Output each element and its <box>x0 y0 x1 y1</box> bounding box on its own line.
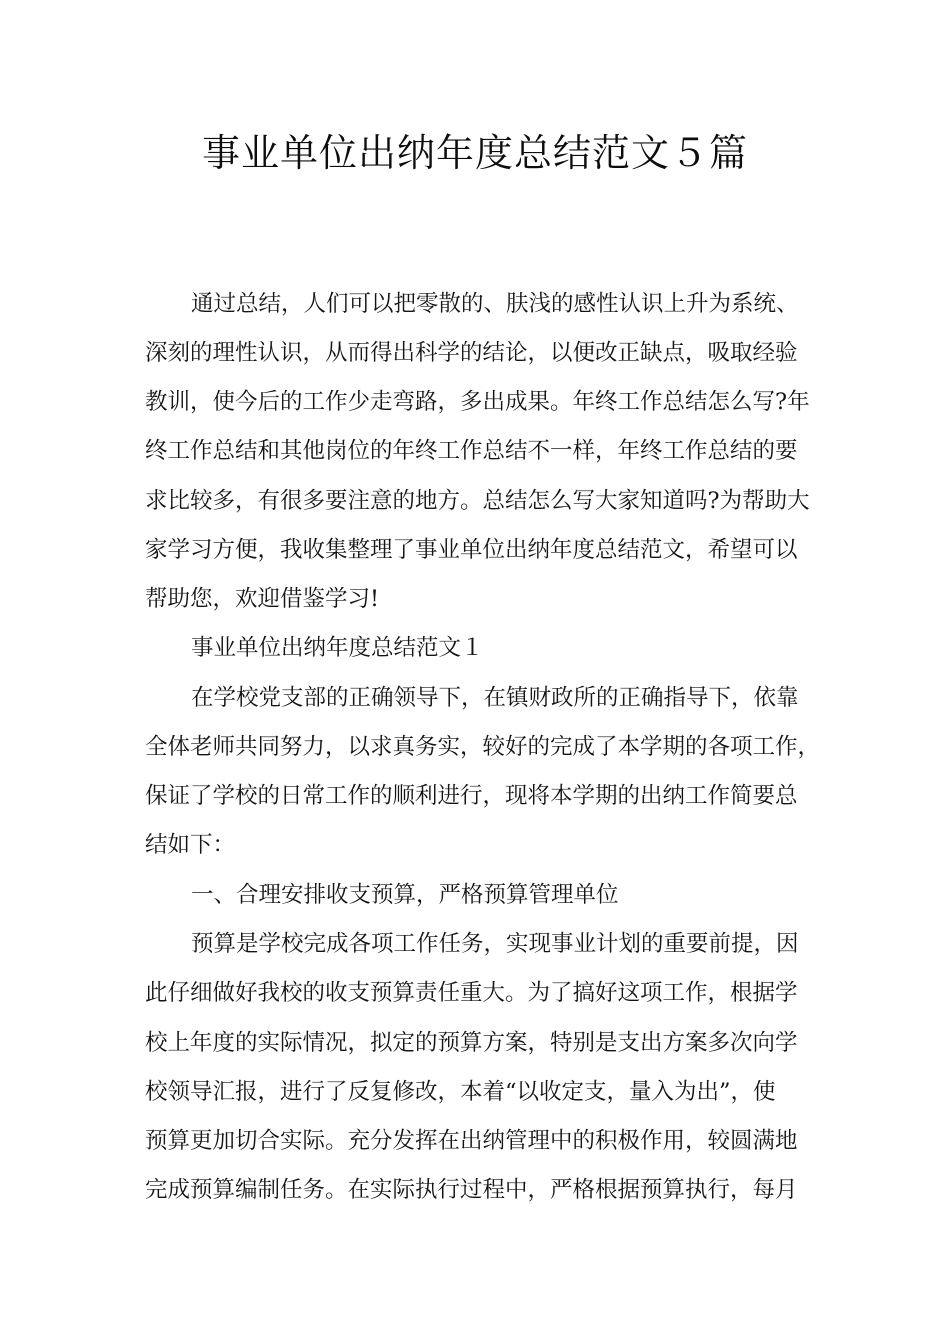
paragraph-line: 深刻的理性认识，从而得出科学的结论，以便改正缺点，吸取经验 <box>145 340 798 366</box>
paragraph-line: 校领导汇报，进行了反复修改，本着“以收定支，量入为出”，使 <box>145 1079 776 1105</box>
document-title: 事业单位出纳年度总结范文５篇 <box>201 131 748 175</box>
paragraph-line: 家学习方便，我收集整理了事业单位出纳年度总结范文，希望可以 <box>145 537 798 563</box>
paragraph-line: 通过总结，人们可以把零散的、肤浅的感性认识上升为系统、 <box>191 291 799 317</box>
subsection-heading: 一、合理安排收支预算，严格预算管理单位 <box>191 882 619 908</box>
paragraph-line: 结如下： <box>145 832 236 858</box>
paragraph-line: 帮助您，欢迎借鉴学习! <box>145 586 380 612</box>
paragraph-line: 终工作总结和其他岗位的年终工作总结不一样，年终工作总结的要 <box>145 438 798 464</box>
paragraph-line: 预算是学校完成各项工作任务，实现事业计划的重要前提，因 <box>191 931 799 957</box>
paragraph-line: 在学校党支部的正确领导下，在镇财政所的正确指导下，依靠 <box>191 685 799 711</box>
paragraph-line: 保证了学校的日常工作的顺利进行，现将本学期的出纳工作简要总 <box>145 783 798 809</box>
paragraph-line: 教训，使今后的工作少走弯路，多出成果。年终工作总结怎么写?年 <box>145 389 810 415</box>
paragraph-line: 求比较多，有很多要注意的地方。总结怎么写大家知道吗?为帮助大 <box>145 488 810 514</box>
paragraph-line: 此仔细做好我校的收支预算责任重大。为了搞好这项工作，根据学 <box>145 980 798 1006</box>
paragraph-line: 预算更加切合实际。充分发挥在出纳管理中的积极作用，较圆满地 <box>145 1128 798 1154</box>
paragraph-line: 校上年度的实际情况，拟定的预算方案，特别是支出方案多次向学 <box>145 1030 798 1056</box>
paragraph-line: 完成预算编制任务。在实际执行过程中，严格根据预算执行，每月 <box>145 1177 798 1203</box>
paragraph-line: 全体老师共同努力，以求真务实，较好的完成了本学期的各项工作， <box>145 734 821 760</box>
section-heading: 事业单位出纳年度总结范文１ <box>191 635 484 661</box>
